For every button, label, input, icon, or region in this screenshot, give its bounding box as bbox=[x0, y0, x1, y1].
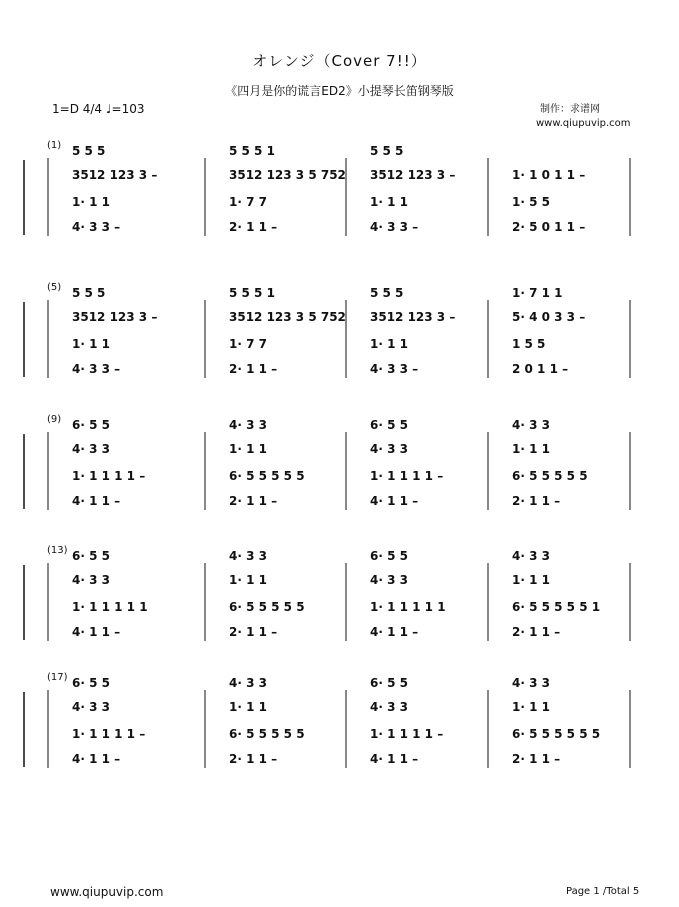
notation-mid: 3512 123 3 – bbox=[72, 310, 158, 324]
measure-number: (13) bbox=[47, 545, 68, 556]
notation-top: 1· 7 1 1 bbox=[512, 286, 563, 300]
notation-mid: 3512 123 3 – bbox=[370, 168, 456, 182]
measure-number: (5) bbox=[47, 282, 62, 293]
notation-low2: 4· 1 1 – bbox=[72, 625, 121, 639]
notation-mid: 3512 123 3 – bbox=[72, 168, 158, 182]
notation-mid: 4· 3 3 bbox=[370, 442, 408, 456]
key-tempo-marking: 1=D 4/4 ♩=103 bbox=[52, 102, 145, 116]
notation-top: 5 5 5 bbox=[370, 286, 404, 300]
notation-mid: 3512 123 3 5 752 bbox=[229, 168, 346, 182]
header-url: www.qiupuvip.com bbox=[536, 118, 631, 129]
notation-top: 6· 5 5 bbox=[72, 549, 110, 563]
score-title: オレンジ（Cover 7!!） bbox=[252, 52, 427, 70]
notation-low1: 1· 1 1 bbox=[370, 195, 408, 209]
notation-low1: 6· 5 5 5 5 5 bbox=[512, 469, 588, 483]
notation-low2: 4· 1 1 – bbox=[370, 752, 419, 766]
notation-top: 5 5 5 bbox=[370, 144, 404, 158]
notation-low1: 1· 1 1 bbox=[72, 337, 110, 351]
score-subtitle: 《四月是你的谎言ED2》小提琴长笛钢琴版 bbox=[225, 84, 454, 98]
notation-top: 4· 3 3 bbox=[229, 676, 267, 690]
notation-mid: 4· 3 3 bbox=[72, 442, 110, 456]
notation-mid: 4· 3 3 bbox=[370, 573, 408, 587]
notation-mid: 1· 1 1 bbox=[229, 700, 267, 714]
notation-top: 4· 3 3 bbox=[512, 676, 550, 690]
notation-top: 6· 5 5 bbox=[370, 549, 408, 563]
notation-top: 5 5 5 bbox=[72, 286, 106, 300]
notation-top: 4· 3 3 bbox=[512, 549, 550, 563]
notation-low2: 2· 1 1 – bbox=[229, 752, 278, 766]
notation-top: 6· 5 5 bbox=[72, 418, 110, 432]
notation-mid: 4· 3 3 bbox=[72, 700, 110, 714]
notation-top: 6· 5 5 bbox=[72, 676, 110, 690]
notation-mid: 1· 1 1 bbox=[512, 442, 550, 456]
measure-number: (9) bbox=[47, 414, 62, 425]
notation-low1: 1· 1 1 1 1 – bbox=[72, 469, 146, 483]
notation-low2: 2· 1 1 – bbox=[229, 362, 278, 376]
notation-low2: 4· 1 1 – bbox=[370, 625, 419, 639]
notation-low2: 2· 5 0 1 1 – bbox=[512, 220, 586, 234]
notation-low2: 2· 1 1 – bbox=[229, 220, 278, 234]
notation-top: 4· 3 3 bbox=[229, 418, 267, 432]
notation-low1: 1· 1 1 bbox=[72, 195, 110, 209]
notation-mid: 4· 3 3 bbox=[72, 573, 110, 587]
measure-number: (1) bbox=[47, 140, 62, 151]
notation-low1: 6· 5 5 5 5 5 1 bbox=[512, 600, 601, 614]
notation-low2: 4· 3 3 – bbox=[370, 362, 419, 376]
notation-mid: 3512 123 3 – bbox=[370, 310, 456, 324]
notation-low1: 1· 1 1 1 1 1 bbox=[72, 600, 148, 614]
notation-low2: 4· 3 3 – bbox=[72, 220, 121, 234]
notation-low1: 1· 1 1 1 1 – bbox=[72, 727, 146, 741]
footer-site[interactable]: www.qiupuvip.com bbox=[50, 885, 164, 899]
notation-mid: 5· 4 0 3 3 – bbox=[512, 310, 586, 324]
notation-low2: 2· 1 1 – bbox=[512, 494, 561, 508]
notation-low2: 4· 3 3 – bbox=[72, 362, 121, 376]
notation-low1: 1· 5 5 bbox=[512, 195, 550, 209]
notation-low1: 1· 1 1 1 1 – bbox=[370, 727, 444, 741]
notation-low2: 2 0 1 1 – bbox=[512, 362, 569, 376]
notation-mid: 1· 1 1 bbox=[512, 573, 550, 587]
notation-low2: 2· 1 1 – bbox=[229, 625, 278, 639]
notation-top: 4· 3 3 bbox=[512, 418, 550, 432]
notation-low2: 2· 1 1 – bbox=[512, 752, 561, 766]
notation-mid: 1· 1 0 1 1 – bbox=[512, 168, 586, 182]
notation-low1: 6· 5 5 5 5 5 bbox=[229, 727, 305, 741]
notation-mid: 4· 3 3 bbox=[370, 700, 408, 714]
measure-number: (17) bbox=[47, 672, 68, 683]
notation-low1: 6· 5 5 5 5 5 bbox=[229, 600, 305, 614]
notation-low1: 1· 7 7 bbox=[229, 337, 267, 351]
page-indicator: Page 1 /Total 5 bbox=[566, 886, 640, 897]
maker-credit: 制作：求谱网 bbox=[540, 104, 600, 115]
notation-low2: 4· 1 1 – bbox=[370, 494, 419, 508]
notation-low2: 2· 1 1 – bbox=[229, 494, 278, 508]
notation-top: 5 5 5 1 bbox=[229, 286, 275, 300]
notation-low2: 2· 1 1 – bbox=[512, 625, 561, 639]
notation-low2: 4· 1 1 – bbox=[72, 752, 121, 766]
notation-mid: 1· 1 1 bbox=[229, 442, 267, 456]
notation-top: 5 5 5 bbox=[72, 144, 106, 158]
notation-low2: 4· 3 3 – bbox=[370, 220, 419, 234]
notation-low1: 1· 7 7 bbox=[229, 195, 267, 209]
notation-mid: 1· 1 1 bbox=[512, 700, 550, 714]
notation-low1: 6· 5 5 5 5 5 bbox=[229, 469, 305, 483]
notation-low1: 1 5 5 bbox=[512, 337, 546, 351]
notation-low1: 1· 1 1 bbox=[370, 337, 408, 351]
notation-low1: 6· 5 5 5 5 5 5 bbox=[512, 727, 601, 741]
notation-low1: 1· 1 1 1 1 1 bbox=[370, 600, 446, 614]
notation-top: 5 5 5 1 bbox=[229, 144, 275, 158]
notation-mid: 1· 1 1 bbox=[229, 573, 267, 587]
notation-low1: 1· 1 1 1 1 – bbox=[370, 469, 444, 483]
notation-mid: 3512 123 3 5 752 bbox=[229, 310, 346, 324]
notation-top: 6· 5 5 bbox=[370, 676, 408, 690]
notation-top: 6· 5 5 bbox=[370, 418, 408, 432]
notation-low2: 4· 1 1 – bbox=[72, 494, 121, 508]
notation-top: 4· 3 3 bbox=[229, 549, 267, 563]
